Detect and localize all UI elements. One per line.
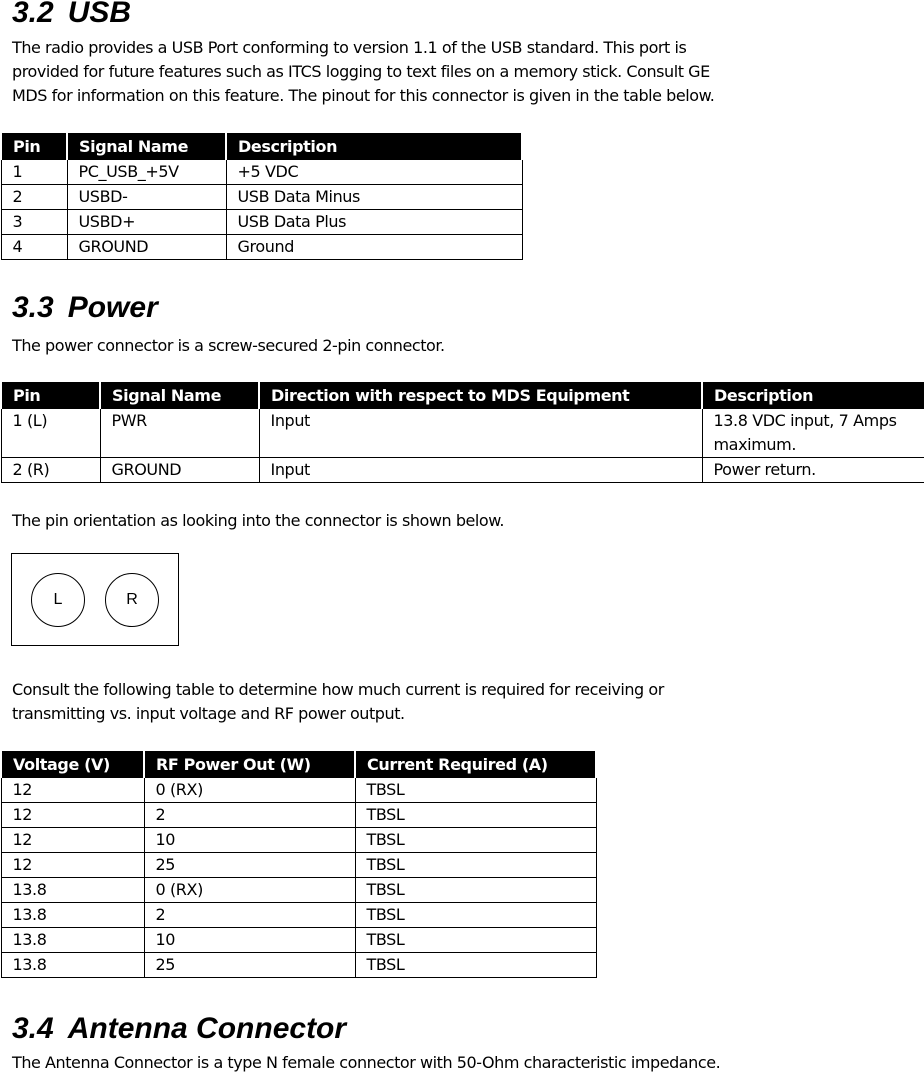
table-row bbox=[1, 185, 522, 210]
table-cell: +5 VDC bbox=[226, 160, 522, 185]
column-header: Pin bbox=[1, 383, 100, 409]
section-title: USB bbox=[67, 0, 132, 29]
table-cell: 4 bbox=[1, 235, 67, 260]
current-requirements-table bbox=[0, 751, 597, 978]
section-number: 3.3 bbox=[12, 291, 54, 324]
table-row bbox=[1, 853, 596, 878]
table-header-row bbox=[1, 134, 522, 160]
section-heading-usb bbox=[12, 0, 131, 29]
column-header: Direction with respect to MDS Equipment bbox=[259, 383, 702, 409]
table-cell: GROUND bbox=[67, 235, 226, 260]
table-header-row bbox=[1, 752, 596, 778]
text-line: The radio provides a USB Port conforming to version 1.1 of the USB standard. This port is bbox=[12, 38, 687, 57]
table-row bbox=[1, 235, 522, 260]
table-cell: 25 bbox=[144, 953, 355, 978]
table-cell: Input bbox=[259, 458, 702, 483]
column-header: Signal Name bbox=[67, 134, 226, 160]
table-cell: 13.8 VDC input, 7 Amps maximum. bbox=[702, 409, 924, 458]
table-cell: TBSL bbox=[355, 878, 596, 903]
power-intro: The power connector is a screw-secured 2-pin connector. bbox=[12, 336, 445, 355]
table-cell: 13.8 bbox=[1, 928, 144, 953]
table-cell: 12 bbox=[1, 778, 144, 803]
section-heading-power bbox=[12, 292, 158, 324]
antenna-paragraph: The Antenna Connector is a type N female connector with 50-Ohm characteristic impedance. bbox=[12, 1053, 721, 1072]
table-cell: 10 bbox=[144, 928, 355, 953]
column-header: Signal Name bbox=[100, 383, 259, 409]
table-cell: TBSL bbox=[355, 903, 596, 928]
current-paragraph bbox=[12, 678, 664, 726]
table-cell: 2 bbox=[144, 803, 355, 828]
table-cell: 12 bbox=[1, 828, 144, 853]
table-cell: Power return. bbox=[702, 458, 924, 483]
table-cell: PC_USB_+5V bbox=[67, 160, 226, 185]
table-cell: TBSL bbox=[355, 853, 596, 878]
table-cell: 0 (RX) bbox=[144, 778, 355, 803]
table-cell: USB Data Plus bbox=[226, 210, 522, 235]
table-header-row bbox=[1, 383, 924, 409]
table-cell: USB Data Minus bbox=[226, 185, 522, 210]
table-cell: 1 (L) bbox=[1, 409, 100, 458]
column-header: Description bbox=[226, 134, 522, 160]
table-cell: Input bbox=[259, 409, 702, 458]
section-number: 3.4 bbox=[12, 1012, 54, 1045]
connector-pin-diagram bbox=[11, 553, 179, 646]
pin-orientation-text: The pin orientation as looking into the connector is shown below. bbox=[12, 511, 505, 530]
section-heading-antenna bbox=[12, 1013, 346, 1045]
text-line: MDS for information on this feature. The pinout for this connector is given in the table below. bbox=[12, 86, 715, 105]
section-number: 3.2 bbox=[12, 0, 54, 29]
column-header: Current Required (A) bbox=[355, 752, 596, 778]
table-cell: 0 (RX) bbox=[144, 878, 355, 903]
table-cell: 2 (R) bbox=[1, 458, 100, 483]
table-cell: 13.8 bbox=[1, 903, 144, 928]
usb-paragraph bbox=[12, 36, 714, 108]
table-row bbox=[1, 409, 924, 458]
text-line: provided for future features such as ITCS logging to text files on a memory stick. Consult GE bbox=[12, 62, 710, 81]
column-header: Description bbox=[702, 383, 924, 409]
table-row bbox=[1, 903, 596, 928]
table-row bbox=[1, 803, 596, 828]
power-pinout-table bbox=[0, 382, 924, 483]
table-cell: TBSL bbox=[355, 928, 596, 953]
pin-right-circle: R bbox=[105, 573, 159, 627]
table-cell: TBSL bbox=[355, 828, 596, 853]
text-line: transmitting vs. input voltage and RF power output. bbox=[12, 704, 405, 723]
table-cell: 2 bbox=[1, 185, 67, 210]
table-cell: 13.8 bbox=[1, 953, 144, 978]
section-title: Antenna Connector bbox=[67, 1012, 347, 1045]
text-line: Consult the following table to determine how much current is required for receiving or bbox=[12, 680, 664, 699]
table-cell: TBSL bbox=[355, 778, 596, 803]
column-header: Voltage (V) bbox=[1, 752, 144, 778]
table-row bbox=[1, 878, 596, 903]
table-row bbox=[1, 928, 596, 953]
table-cell: 2 bbox=[144, 903, 355, 928]
table-row bbox=[1, 778, 596, 803]
table-cell: TBSL bbox=[355, 953, 596, 978]
table-cell: TBSL bbox=[355, 803, 596, 828]
table-cell: 1 bbox=[1, 160, 67, 185]
pin-left-circle: L bbox=[31, 573, 85, 627]
table-row bbox=[1, 953, 596, 978]
section-title: Power bbox=[67, 291, 158, 324]
usb-pinout-table bbox=[0, 133, 523, 260]
table-cell: USBD- bbox=[67, 185, 226, 210]
table-row bbox=[1, 458, 924, 483]
column-header: Pin bbox=[1, 134, 67, 160]
table-cell: 25 bbox=[144, 853, 355, 878]
table-row bbox=[1, 210, 522, 235]
table-cell: Ground bbox=[226, 235, 522, 260]
table-cell: USBD+ bbox=[67, 210, 226, 235]
table-row bbox=[1, 828, 596, 853]
table-cell: 10 bbox=[144, 828, 355, 853]
table-cell: 13.8 bbox=[1, 878, 144, 903]
column-header: RF Power Out (W) bbox=[144, 752, 355, 778]
table-row bbox=[1, 160, 522, 185]
table-cell: 12 bbox=[1, 853, 144, 878]
table-cell: PWR bbox=[100, 409, 259, 458]
table-cell: 12 bbox=[1, 803, 144, 828]
table-cell: 3 bbox=[1, 210, 67, 235]
table-cell: GROUND bbox=[100, 458, 259, 483]
